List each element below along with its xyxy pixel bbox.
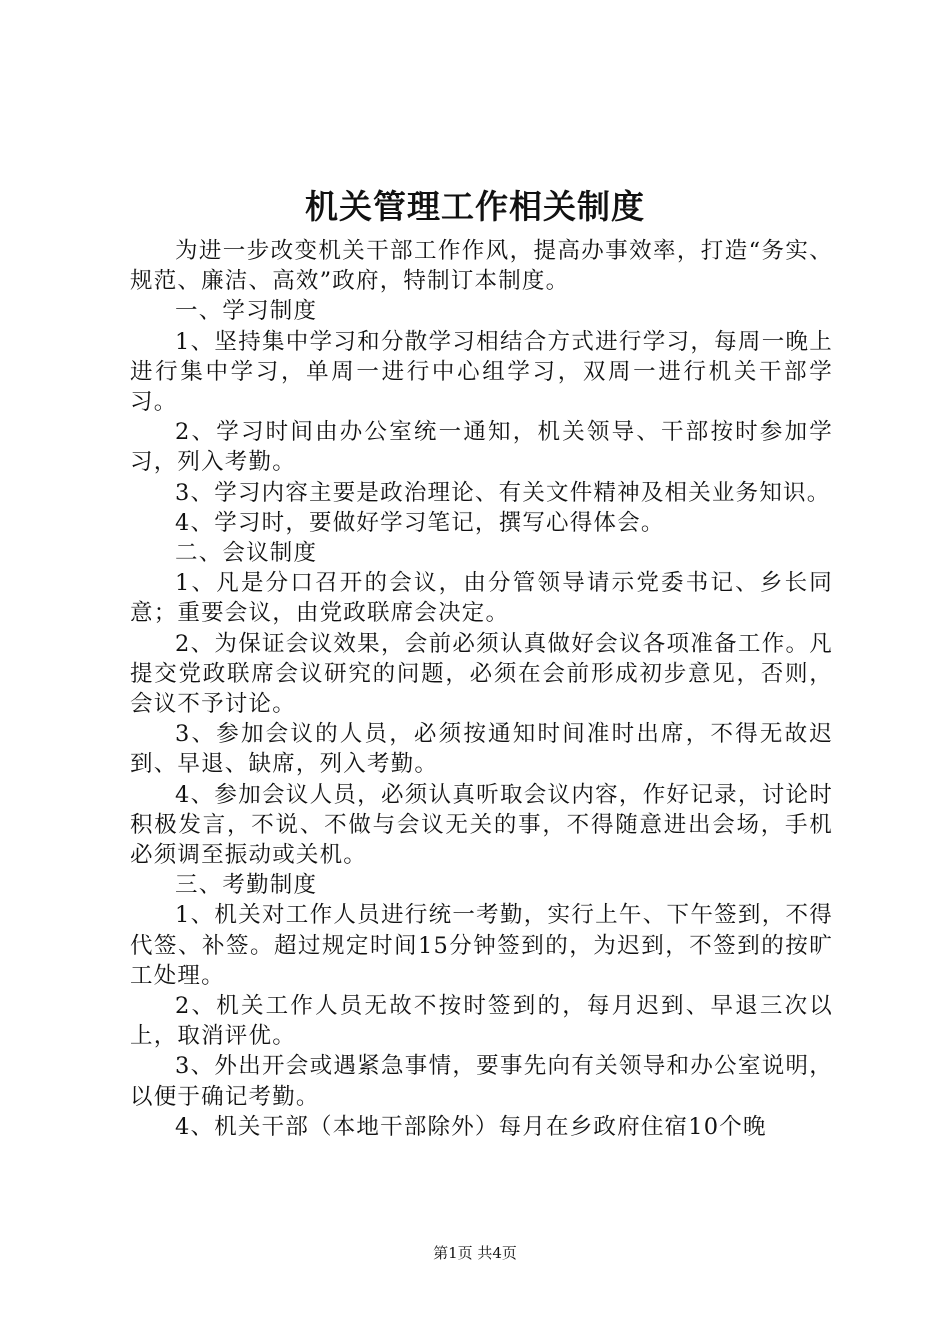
meeting-item-2: 2、为保证会议效果，会前必须认真做好会议各项准备工作。凡提交党政联席会议研究的问题，必须在会前形成初步意见，否则，会议不予讨论。: [130, 630, 833, 718]
page-number: 第1页 共4页: [433, 1244, 517, 1262]
section-heading-study: 一、学习制度: [175, 298, 318, 325]
meeting-item-4: 4、参加会议人员，必须认真听取会议内容，作好记录，讨论时积极发言，不说、不做与会议无关的事，不得随意进出会场，手机必须调至振动或关机。: [130, 781, 833, 869]
page-footer: [0, 1242, 950, 1264]
study-item-4: 4、学习时，要做好学习笔记，撰写心得体会。: [175, 509, 665, 536]
section-heading-attendance: 三、考勤制度: [175, 872, 318, 899]
attendance-item-4: 4、机关干部（本地干部除外）每月在乡政府住宿10个晚: [175, 1113, 767, 1140]
document-title: 机关管理工作相关制度: [305, 187, 645, 226]
study-item-1: 1、坚持集中学习和分散学习相结合方式进行学习，每周一晚上进行集中学习，单周一进行中心组学习，双周一进行机关干部学习。: [130, 328, 833, 416]
attendance-item-3: 3、外出开会或遇紧急事情，要事先向有关领导和办公室说明，以便于确记考勤。: [130, 1053, 833, 1110]
meeting-item-1: 1、凡是分口召开的会议，由分管领导请示党委书记、乡长同意；重要会议，由党政联席会决定。: [130, 570, 833, 627]
study-item-3: 3、学习内容主要是政治理论、有关文件精神及相关业务知识。: [175, 479, 831, 506]
study-item-2: 2、学习时间由办公室统一通知，机关领导、干部按时参加学习，列入考勤。: [130, 419, 833, 476]
meeting-item-3: 3、参加会议的人员，必须按通知时间准时出席，不得无故迟到、早退、缺席，列入考勤。: [130, 721, 833, 778]
document-body: [130, 236, 833, 1142]
section-heading-meeting: 二、会议制度: [175, 540, 318, 567]
attendance-item-2: 2、机关工作人员无故不按时签到的，每月迟到、早退三次以上，取消评优。: [130, 993, 833, 1050]
intro-paragraph: 为进一步改变机关干部工作作风，提高办事效率，打造“务实、规范、廉洁、高效”政府，特制订本制度。: [130, 238, 833, 295]
attendance-item-1: 1、机关对工作人员进行统一考勤，实行上午、下午签到，不得代签、补签。超过规定时间15分钟签到的，为迟到，不签到的按旷工处理。: [130, 902, 833, 989]
